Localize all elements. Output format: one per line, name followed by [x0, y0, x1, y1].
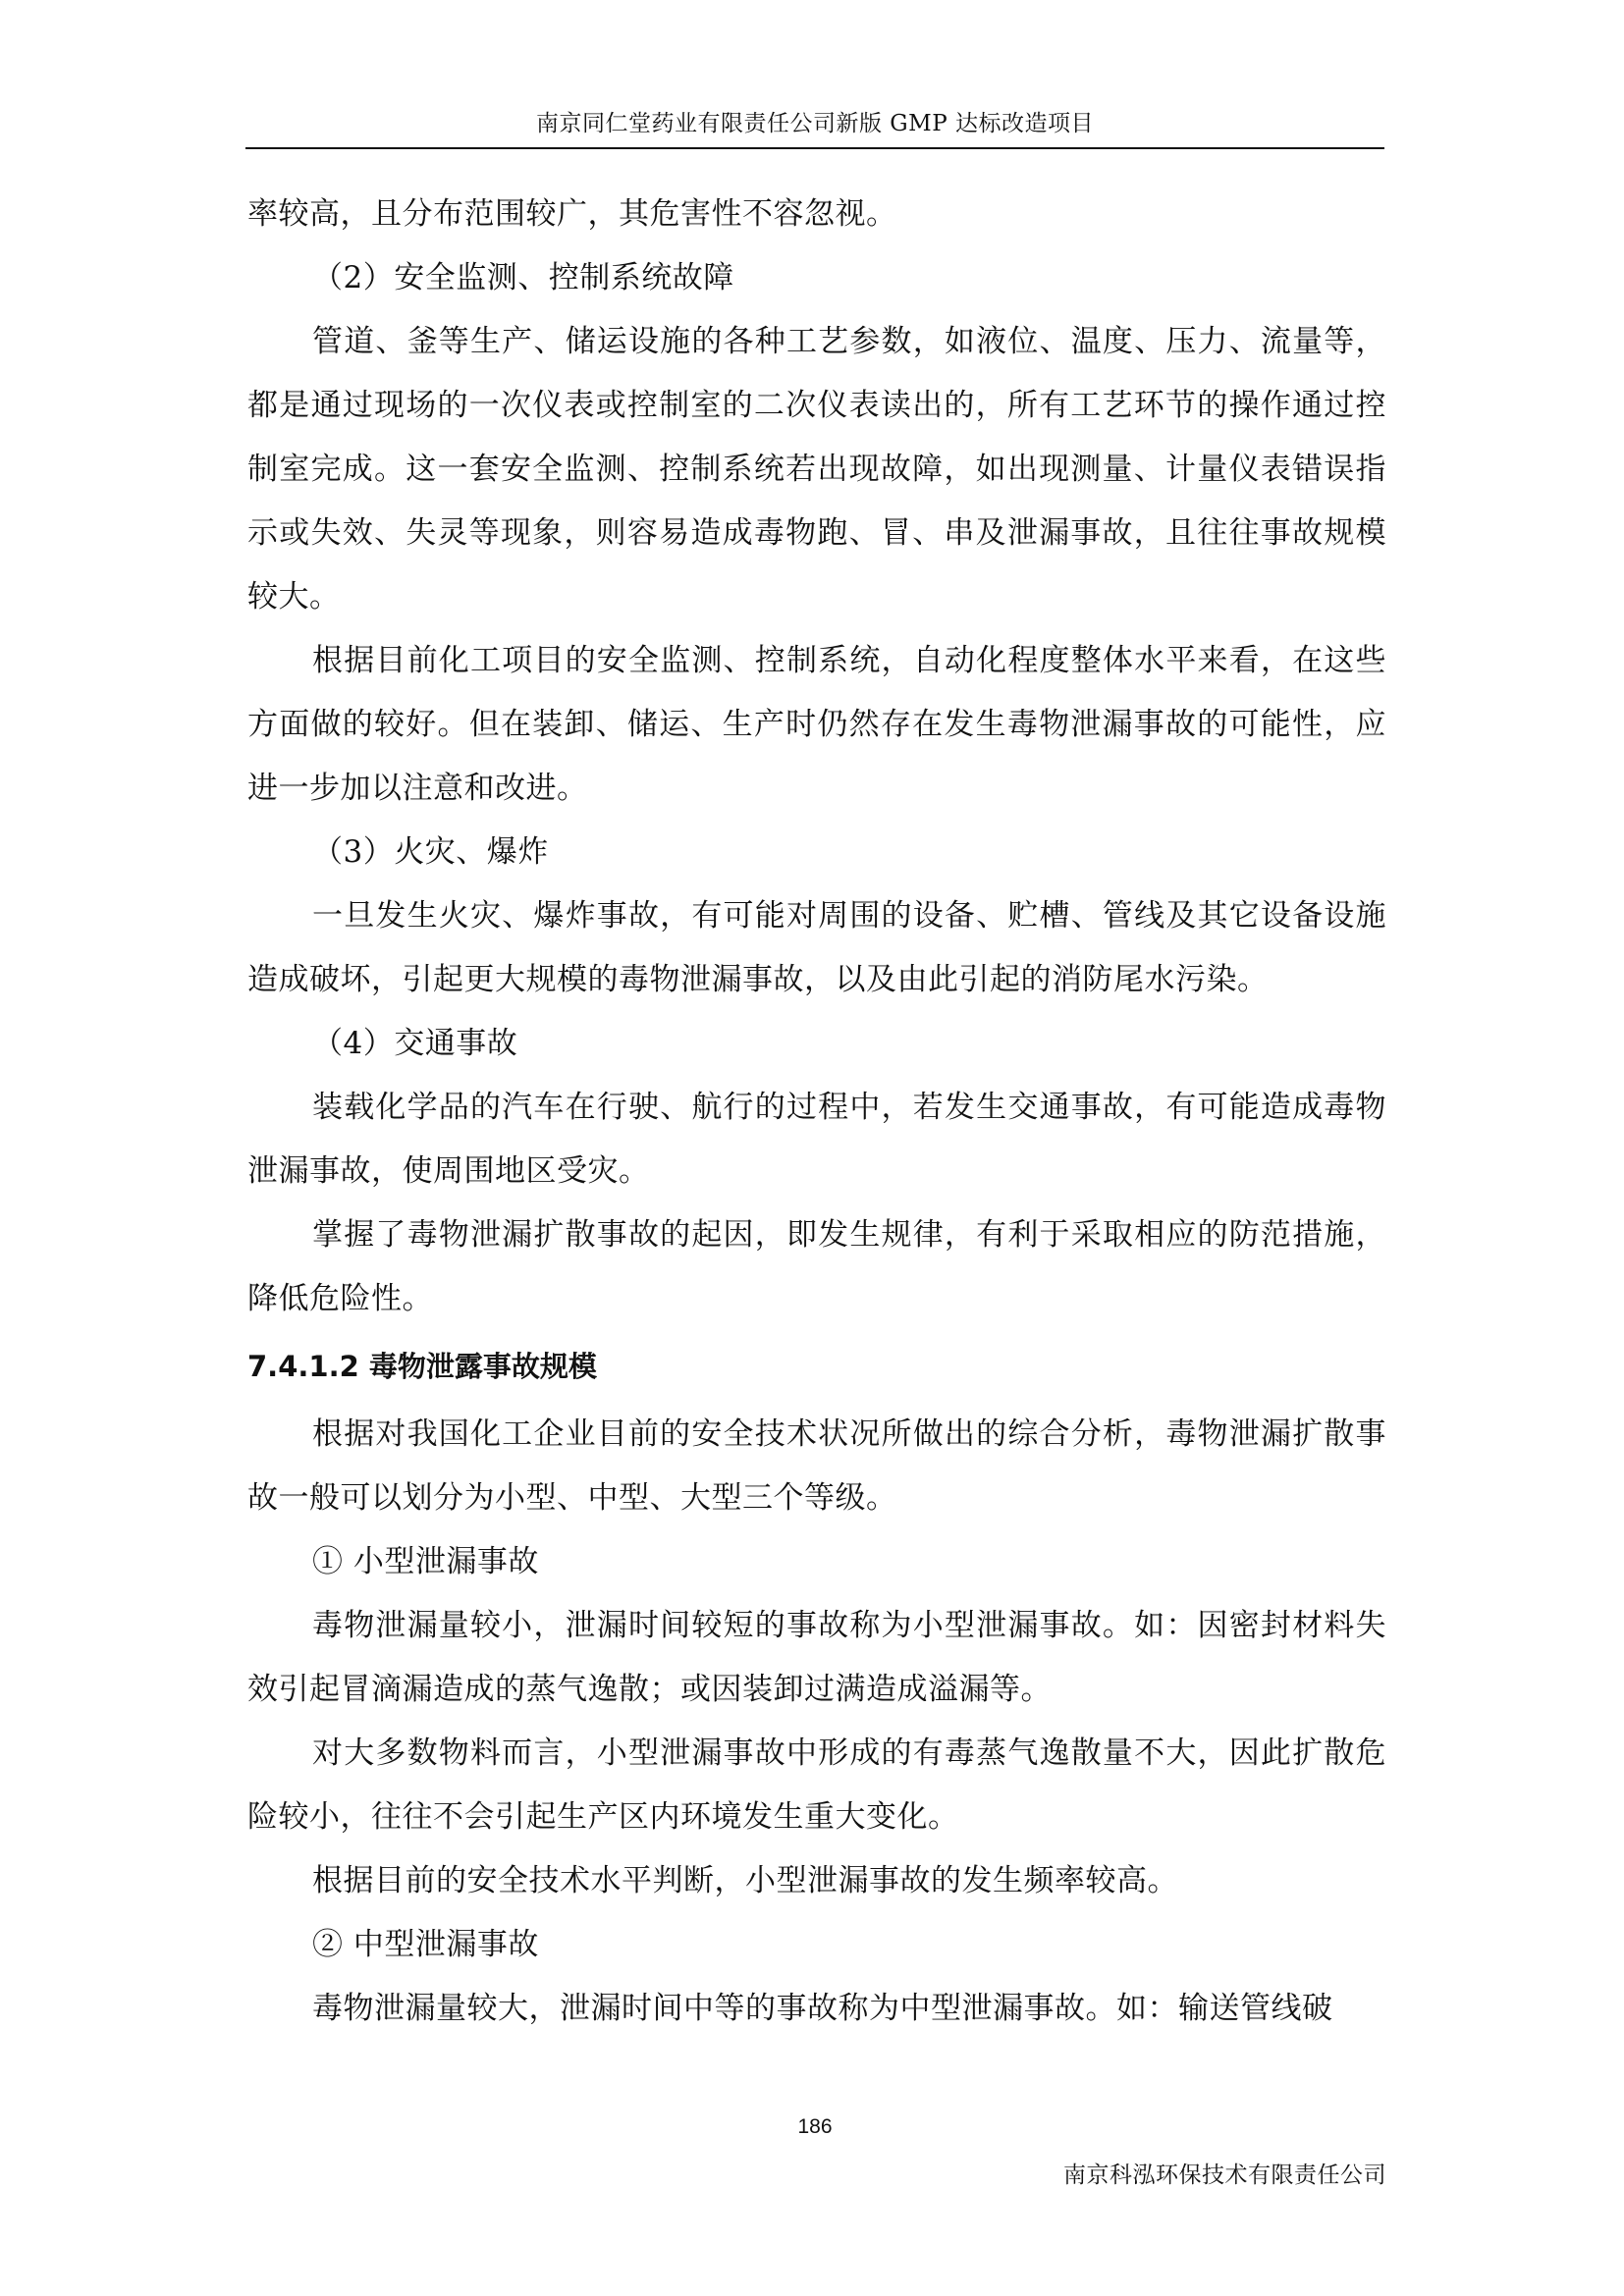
subheading-medium-leak: ② 中型泄漏事故 — [312, 1927, 539, 1962]
paragraph: 掌握了毒物泄漏扩散事故的起因，即发生规律，有利于采取相应的防范措施，降低危险性。 — [247, 1217, 1386, 1316]
paragraph: 根据目前的安全技术水平判断，小型泄漏事故的发生频率较高。 — [312, 1863, 1178, 1898]
paragraph: 管道、釜等生产、储运设施的各种工艺参数，如液位、温度、压力、流量等，都是通过现场的一次仪表或控制室的二次仪表读出的，所有工艺环节的操作通过控制室完成。这一套安全监测、控制系统若出现故障，如出现测量、计量仪表错误指示或失效、失灵等现象，则容易造成毒物跑、冒、串及泄漏事故，且往往事故规模较大。 — [247, 324, 1386, 614]
paragraph: 对大多数物料而言，小型泄漏事故中形成的有毒蒸气逸散量不大，因此扩散危险较小，往往不会引起生产区内环境发生重大变化。 — [247, 1735, 1386, 1835]
footer-company: 南京科泓环保技术有限责任公司 — [1063, 2163, 1386, 2188]
page-number: 186 — [797, 2115, 833, 2138]
page-body — [247, 183, 1386, 2041]
subheading-monitoring-failure: （2）安全监测、控制系统故障 — [312, 260, 734, 295]
paragraph: 毒物泄漏量较小，泄漏时间较短的事故称为小型泄漏事故。如：因密封材料失效引起冒滴漏造成的蒸气逸散；或因装卸过满造成溢漏等。 — [247, 1608, 1386, 1707]
section-heading: 7.4.1.2 毒物泄露事故规模 — [247, 1350, 597, 1383]
running-header: 南京同仁堂药业有限责任公司新版 GMP 达标改造项目 — [535, 111, 1095, 136]
paragraph: 根据目前化工项目的安全监测、控制系统，自动化程度整体水平来看，在这些方面做的较好。但在装卸、储运、生产时仍然存在发生毒物泄漏事故的可能性，应进一步加以注意和改进。 — [247, 643, 1386, 806]
header-divider — [245, 147, 1384, 149]
subheading-traffic-accident: （4）交通事故 — [312, 1026, 518, 1061]
paragraph: 装载化学品的汽车在行驶、航行的过程中，若发生交通事故，有可能造成毒物泄漏事故，使周围地区受灾。 — [247, 1090, 1386, 1189]
subheading-fire-explosion: （3）火灾、爆炸 — [312, 834, 549, 870]
paragraph: 一旦发生火灾、爆炸事故，有可能对周围的设备、贮槽、管线及其它设备设施造成破坏，引起更大规模的毒物泄漏事故，以及由此引起的消防尾水污染。 — [247, 898, 1386, 997]
subheading-small-leak: ① 小型泄漏事故 — [312, 1544, 539, 1579]
paragraph: 毒物泄漏量较大，泄漏时间中等的事故称为中型泄漏事故。如：输送管线破 — [312, 1991, 1333, 2026]
paragraph-continued: 率较高，且分布范围较广，其危害性不容忽视。 — [247, 196, 897, 232]
paragraph: 根据对我国化工企业目前的安全技术状况所做出的综合分析，毒物泄漏扩散事故一般可以划分为小型、中型、大型三个等级。 — [247, 1416, 1386, 1516]
